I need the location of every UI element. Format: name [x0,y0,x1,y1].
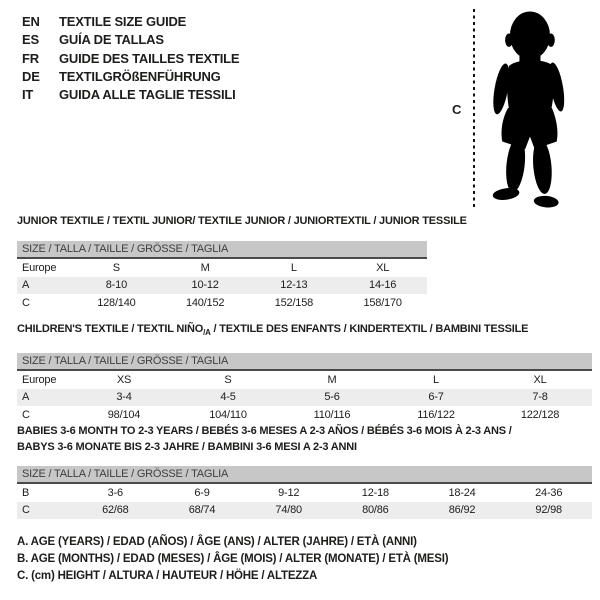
height-cell: 152/158 [274,296,314,309]
height-cell: 92/98 [535,504,562,517]
height-cell: 86/92 [448,504,476,517]
age-cell: 7-8 [532,391,548,404]
language-row-es [22,31,239,49]
figure-height-label: C [452,102,462,117]
size-cell: XS [116,373,132,386]
table-row-height [17,406,592,424]
language-code: FR [22,50,39,66]
height-cell: 68/74 [188,504,216,517]
row-label: B [22,486,30,499]
language-title: GUIDE DES TAILLES TEXTILE [59,50,240,66]
age-cell: 8-10 [105,279,127,292]
age-cell: 14-16 [369,279,397,292]
table-row-age [17,277,427,295]
babies-textile-table [17,424,592,519]
language-code: IT [22,87,34,103]
table-title: JUNIOR TEXTILE / TEXTIL JUNIOR/ TEXTILE JUNIOR / JUNIORTEXTIL / JUNIOR TESSILE [17,215,467,227]
language-code: DE [22,68,40,84]
table-title [17,424,592,455]
table-title [17,323,592,339]
row-label: Europe [22,261,57,274]
age-cell: 24-36 [535,486,563,499]
row-label: C [22,504,30,517]
size-cell: XL [533,373,547,386]
baby-silhouette-icon [486,6,572,210]
age-cell: 18-24 [448,486,476,499]
title-line-1: BABIES 3-6 MONTH TO 2-3 YEARS / BEBÉS 3-6 MESES A 2-3 AÑOS / BÉBÉS 3-6 MOIS À 2-3 ANS / [17,425,512,437]
junior-textile-table [17,215,467,312]
size-cell: M [200,261,210,274]
age-cell: 3-6 [107,486,123,499]
language-title: TEXTILGRÖßENFÜHRUNG [59,68,221,84]
age-cell: 6-9 [194,486,210,499]
age-cell: 12-18 [361,486,389,499]
title-text: / TEXTILE DES ENFANTS / KINDERTEXTIL / BAMBINI TESSILE [210,323,529,335]
footnote-c: C. (cm) HEIGHT / ALTURA / HAUTEUR / HÖHE / ALTEZZA [17,570,318,583]
size-cell: S [112,261,120,274]
size-cell: L [290,261,297,274]
height-cell: 116/122 [417,408,455,421]
table-row-height [17,294,427,312]
height-cell: 62/68 [102,504,129,517]
language-title-list [22,13,239,104]
height-cell: 80/86 [362,504,389,517]
language-row-de [22,68,239,86]
height-cell: 122/128 [520,408,560,421]
height-measure-dashed-line [473,9,475,207]
language-row-fr [22,50,239,68]
size-cell: S [224,373,232,386]
language-row-it [22,86,239,104]
height-cell: 128/140 [97,296,136,309]
table-row-europe [17,259,427,277]
row-label: A [22,279,30,292]
footnote-legend [17,534,448,586]
language-row-en [22,13,239,31]
age-cell: 3-4 [116,391,132,404]
language-code: EN [22,14,40,29]
size-header-bar: SIZE / TALLA / TAILLE / GRÖSSE / TAGLIA [17,353,592,371]
age-cell: 4-5 [220,391,236,404]
language-title: TEXTILE SIZE GUIDE [59,14,187,29]
height-cell: 140/152 [185,296,225,309]
height-cell: 104/110 [209,408,247,421]
table-row-height [17,502,592,520]
height-cell: 74/80 [275,504,302,517]
title-line-2: BABYS 3-6 MONATE BIS 2-3 JAHRE / BAMBINI 3-6 MESI A 2-3 ANNI [17,440,357,453]
row-label: C [22,408,30,421]
height-cell: 98/104 [107,408,141,421]
size-cell: M [327,373,337,386]
language-title: GUIDA ALLE TAGLIE TESSILI [59,87,236,103]
age-cell: 5-6 [324,391,340,404]
table-row-age [17,389,592,407]
table-row-europe [17,371,592,389]
age-cell: 6-7 [428,391,444,404]
age-cell: 12-13 [280,279,308,292]
size-header-bar: SIZE / TALLA / TAILLE / GRÖSSE / TAGLIA [17,466,592,484]
table-row-age-months [17,484,592,502]
footnote-a: A. AGE (YEARS) / EDAD (AÑOS) / ÂGE (ANS) / ALTER (JAHRE) / ETÀ (ANNI) [17,536,417,548]
size-header-bar: SIZE / TALLA / TAILLE / GRÖSSE / TAGLIA [17,241,427,259]
size-cell: L [433,373,439,386]
footnote-b: B. AGE (MONTHS) / EDAD (MESES) / ÂGE (MOIS) / ALTER (MONATE) / ETÀ (MESI) [17,553,449,566]
row-label: A [22,391,30,404]
title-subscript: /A [203,328,211,338]
row-label: Europe [22,373,57,386]
height-cell: 158/170 [363,296,402,309]
age-cell: 9-12 [278,486,300,499]
language-title: GUÍA DE TALLAS [59,32,164,48]
childrens-textile-table [17,323,592,424]
row-label: C [22,296,30,309]
title-text: CHILDREN'S TEXTILE / TEXTIL NIÑO [17,323,204,335]
language-code: ES [22,32,39,48]
age-cell: 10-12 [191,279,219,292]
height-cell: 110/116 [313,408,351,421]
size-cell: XL [376,261,390,274]
